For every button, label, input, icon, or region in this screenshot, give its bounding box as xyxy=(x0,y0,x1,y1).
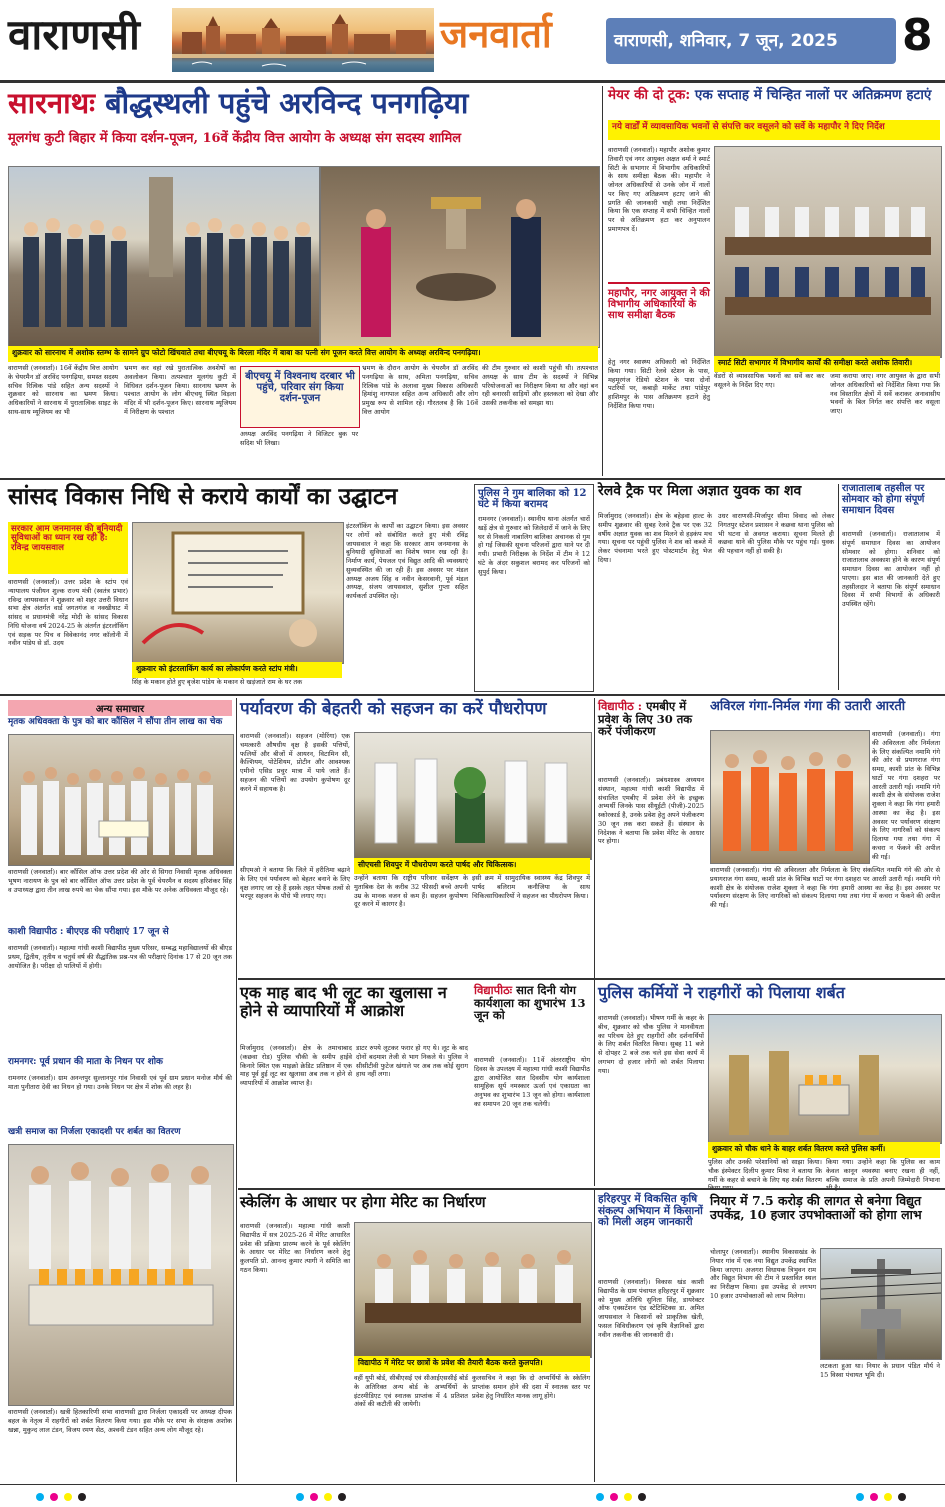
hariharpur-headline: हरिहरपुर में विकसित कृषि संकल्प अभियान में किसानों को मिली अहम जानकारी xyxy=(598,1193,703,1229)
mayor-body-col3: वेंडरों से व्यावसायिक भवनों का सर्वे कर कर वसूलने के निर्देश दिए गए। xyxy=(714,372,824,389)
skiling-body-col1: वाराणसी (जनवार्ता)। महात्मा गांधी काशी विद्यापीठ में सत्र 2025-26 में मेरिट आधारित प्रवेश की प्रक्रिया प्रारम्भ करने के पूर्व स्केलिंग के आधार पर मेरिट का निर्धारण करने हेतु कुलपति प्रो. आनन्द कुमार त्यागी ने समिति का गठन किया। xyxy=(240,1222,350,1274)
section-rule-3 xyxy=(238,978,945,980)
plantation-photo xyxy=(355,733,591,859)
inauguration-plaque-photo xyxy=(133,523,343,663)
mba-headline xyxy=(598,700,704,772)
mayor-subhead-bar xyxy=(608,120,940,140)
masthead-ghat-image xyxy=(172,8,434,72)
anya-s4-photo xyxy=(8,1144,234,1406)
anya-label-bar xyxy=(8,700,232,716)
anya-s1-headline: मृतक अधिवक्ता के पुत्र को बार कौंसिल ने सौंपा तीन लाख का चेक xyxy=(8,717,223,727)
rajatalab-headline: राजातालाब तहसील पर सोमवार को होगा संपूर्ण समाधान दिवस xyxy=(842,483,925,516)
cheque-handover-photo xyxy=(9,735,233,865)
sansad-inset-text: सरकार आम जनमानस की बुनियादी सुविधाओं का ध्यान रख रही है: रविन्द्र जायसवाल xyxy=(11,524,123,553)
meeting-photo xyxy=(355,1223,591,1357)
police-sharbat-photo xyxy=(709,1015,941,1143)
railway-body-col2: उधर वाराणसी-मिर्जापुर सीमा विवाद को लेकर निगतपुर स्टेशन प्रशासन ने कछवा थाना पुलिस को भी घटना से अवगत कराया। सूचना मिलते ही कछवा थाने की पुलिस मौके पर पहुंच गई। युवक की पहचान नहीं हो सकी है। xyxy=(718,512,834,556)
skiling-body-col3: कुलसचिव ने कहा कि दो अभ्यर्थियों के स्केलिंग प्राप्तांक समान होने की दशा में स्नातक स्तर पर प्रवेश हेतु निर्धारित मानक लागू होंगे। xyxy=(472,1374,590,1400)
railway-headline: रेलवे ट्रैक पर मिला अज्ञात युवक का शव xyxy=(598,483,802,499)
skiling-body-col2: वहीं यूपी बोर्ड, सीबीएसई एवं सीआईएससीई बोर्ड के अतिरिक्त अन्य बोर्ड के अभ्यर्थियों के इंटरमीडिएट एवं स्नातक प्राप्तांक में 4 प्रतिशत अंकों की कटौती की जायेगी। xyxy=(354,1374,468,1409)
anya-s4-headline: खत्री समाज का निर्जला एकादशी पर शर्बत का वितरण xyxy=(8,1127,181,1137)
ghat-silhouette-icon xyxy=(172,8,434,72)
lead-inset-body: अध्यक्ष अरविंद पनगढ़िया ने विजिटर बुक पर सदिश भी लिखा। xyxy=(240,430,358,447)
sansad-photo xyxy=(132,522,344,664)
sharbat-body-col2: पुलिस और उनकी परेशानियों को साझा किया। चौक इंस्पेक्टर दिलीप कुमार मिश्रा ने बताया कि गर्मी के कहर से बचाने के लिए यह शर्बत वितरण xyxy=(708,1158,822,1184)
niyar-caption: लटकता हुआ था। नियार के प्रधान पंडित मौर्य ने 15 विस्वा पंचायत भूमि दी। xyxy=(820,1362,940,1379)
vertical-rule-rajatalab xyxy=(838,484,839,690)
sansad-body-col1: वाराणसी (जनवार्ता)। उत्तर प्रदेश के स्टांप एवं न्यायालय पंजीयन शुल्क राज्य मंत्री (स्वतंत्र प्रभार) रविन्द्र जायसवाल ने शुक्रवार को शहर उत्तरी विधान सभा क्षेत्र अंतर्गत वार्ड जगतगंज व नक्खीघाट में सांसद व प्रधानमंत्री नरेंद्र मोदी के सांसद विकास निधि योजना वर्ष 2024-25 के अंतर्गत इंटरलॉकिंग एवं सड़क पर पिच व विवेकानंद नगर कॉलोनी में नवीन पांडेय से डॉ. उदय xyxy=(8,578,128,648)
lead-body-col1: वाराणसी (जनवार्ता)। 16वें केंद्रीय वित्त आयोग के चेयरमैन डॉ अरविंद पनगढ़िया, समस्त सदस्य सचिव रित्विक पांडे सहित अन्य सदस्यों ने शुक्रवार को सारनाथ का भ्रमण किया। अधिकारियों ने सारनाथ में पुरातात्विक साइट के साथ-साथ म्यूजियम का भी xyxy=(8,364,118,416)
mayor-inset xyxy=(608,282,710,354)
dateline: वाराणसी, शनिवार, 7 जून, 2025 xyxy=(614,31,838,51)
paryavaran-caption: सीएचसी शिवपुर में पौधरोपण करते पार्षद और चिकित्सक। xyxy=(354,858,590,874)
lead-title: बौद्धस्थली पहुंचे अरविन्द पनगढ़िया xyxy=(105,86,469,120)
lead-photo-temple xyxy=(320,166,600,348)
niyar-headline: नियार में 7.5 करोड़ की लागत से बनेगा विद्युत उपकेंद्र, 10 हजार उपभोक्ताओं को होगा लाभ xyxy=(710,1193,922,1222)
yoga-headline xyxy=(474,984,590,1054)
mayor-body-col1: वाराणसी (जनवार्ता)। महापौर अशोक कुमार तिवारी एवं नगर आयुक्त अक्षत वर्मा ने स्मार्ट सिटी के सभागार में विभागीय अधिकारियों के साथ समीक्षा बैठक की। महापौर ने जोनल अधिकारियों से उनके जोन में नालों पर किए गए अतिक्रमण हटाए जाने की प्रगति की जानकारी चाही तथा निर्देशित किया कि एक सप्ताह में सभी चिन्हित नालों पर से अतिक्रमण हटा कर अनुपालन प्रमाणपत्र दें। xyxy=(608,146,710,233)
vertical-rule-hariharpur xyxy=(594,1190,595,1482)
aviral-photo xyxy=(710,730,870,864)
ganga-aarti-photo xyxy=(711,731,869,863)
yoga-body: वाराणसी (जनवार्ता)। 11वें अंतरराष्ट्रीय योग दिवस के उपलक्ष्य में महात्मा गांधी काशी विद्यापीठ द्वारा आयोजित सात दिवसीय योग कार्यशाला सामूहिक सूर्य नमस्कार ऊर्जा एवं एकाग्रता का अनुभव का शुभारंभ 13 जून को होगा। कार्यशाला का समापन 20 जून तक चलेगी। xyxy=(474,1056,590,1108)
lead-subhead: मूलगंध कुटी बिहार में किया दर्शन-पूजन, 16वें केंद्रीय वित्त आयोग के अध्यक्ष संग सदस्य शामिल xyxy=(8,131,462,146)
sansad-inset xyxy=(8,522,128,574)
sharbat-photo xyxy=(708,1014,942,1144)
skiling-caption: विद्यापीठ में मेरिट पर छात्रों के प्रवेश की तैयारी बैठक करते कुलपति। xyxy=(354,1356,590,1372)
mayor-subhead: नये वार्डों में व्यावसायिक भवनों से संपत्ति कर वसूलने को सर्वे के महापौर ने दिए निर्देश xyxy=(612,122,885,132)
paryavaran-body-col1: वाराणसी (जनवार्ता)। सहजन (मोरिंगा) एक चमत्कारी औषधीय वृक्ष है इसकी पत्तियों, फलियों और बीजों में आयरन, विटामिन सी, कैल्शियम, पोटेशियम, प्रोटीन और आवश्यक एमीनो एसिड प्रचुर मात्रा में पाये जाते हैं। सहजन की पत्तियों का उपयोग कुपोषण दूर करने में सहायक है। xyxy=(240,732,350,793)
sansad-headline: सांसद विकास निधि से कराये कार्यों का उद्घाटन xyxy=(8,483,398,510)
meeting-hall-photo xyxy=(715,147,941,357)
police-girl-box xyxy=(474,484,594,692)
lead-headline xyxy=(8,88,598,128)
lead-caption: शुक्रवार को सारनाथ में अशोक स्तम्भ के सामने ग्रुप फोटो खिंचवाते तथा बीएचयू के बिरला मंदिर में बाबा का पत्नी संग पूजन करते वित्त आयोग के अध्यक्ष अरविन्द पनगढ़िया। xyxy=(8,346,598,362)
vertical-rule-sharbat xyxy=(594,980,595,1186)
anya-s2-headline: काशी विद्यापीठ : बीएएड की परीक्षाएं 17 जून से xyxy=(8,927,169,937)
sansad-caption: शुक्रवार को इंटरलाकिंग कार्य का लोकार्पण करते स्टांप मंत्री। xyxy=(132,662,342,678)
lead-body-col2: भ्रमण कर वहां रखे पुरातात्विक अवशेषों का अवलोकन किया। तत्पश्चात मूलगंध कुटी में विधिवत दर्शन-पूजन किया। सारनाथ भ्रमण के पश्चात आयोग के लोग बीएचयू स्थित विड़ला मंदिर में भी दर्शन-पूजन किए। सारनाथ म्यूजियम में निरीक्षण के पश्चात xyxy=(124,364,236,416)
sharbat-body-col1: वाराणसी (जनवार्ता)। भीषण गर्मी के कहर के बीच, शुक्रवार को चौक पुलिस ने मानवीयता का परिचय देते हुए राहगीरों और दर्शनार्थियों के लिए शर्बत वितरित किया। सुबह 11 बजे से दोपहर 2 बजे तक चले इस सेवा कार्य में लगभग दो हजार लोगों को शर्बत पिलाया गया। xyxy=(598,1014,704,1075)
vertical-rule-top xyxy=(602,86,603,476)
aviral-body: वाराणसी (जनवार्ता)। गंगा की अविरलता और निर्मलता के लिए संकल्पित नमामि गंगे की ओर से प्रयागराज गंगा समग्र, काशी प्रांत के विभिन्न घाटों पर गंगा दशहरा पर आरती उतारी गई। नमामि गंगे काशी क्षेत्र के संयोजक राजेश शुक्ला ने कहा कि गंगा हमारी आस्था का केंद्र है। इस अवसर पर पर्यावरण संरक्षण के लिए नागरिकों को संकल्प दिलाया गया तथा गंगा में कचरा न फेंकने की अपील की गई। xyxy=(710,866,940,910)
mayor-headline-red: मेयर की दो टूक: xyxy=(608,87,691,103)
lead-body-col4: की टीम गुरुवार को काशी पहुंची थी। तत्पश्चात अध्यक्ष के साथ टीम के सदस्यों ने विभिन्न परियोजनाओं का निरीक्षण किया था और वहां बन रही बनारसी साड़ियों और हस्तकला को देखा और उसकी तकनीक को समझा था। xyxy=(482,364,598,408)
mayor-body-col2: हेतु नगर स्वास्थ्य अधिकारी को निर्देशित किया गया। सिटी रेलवे स्टेशन के पास, महमूरगंज रेडियो स्टेशन के पास दोनों पटरियों पर, कबाड़ी मार्केट तथा पांडेपुर हाशिमपुर के पास अतिक्रमण हटाने हेतु निर्देशित किया गया। xyxy=(608,358,710,410)
lead-body-col3: भ्रमण के दौरान आयोग के चेयरमैन डॉ अरविंद पनगढ़िया के साथ, अमिता पनगढ़िया, सचिव रित्विक पांडे के अलावा मुख्य विकास अधिकारी हिमांशु नागपाल सहित अन्य अधिकारी और लोग प्रमुख रूप से शामिल रहे। गौरतलब है कि 16वें वित्त आयोग xyxy=(362,364,478,416)
mba-body: वाराणसी (जनवार्ता)। प्रबंधशास्त्र अध्ययन संस्थान, महात्मा गांधी काशी विद्यापीठ में संचालित एमबीए में प्रवेश लेने के इच्छुक अभ्यर्थी जिनके पास सीयूईटी (पीजी)-2025 स्कोरकार्ड है, उनके प्रवेश हेतु अपने पंजीकरण 30 जून तक करा सकते हैं। संस्थान के निदेशक ने बताया कि प्रवेश मेरिट के आधार पर होगा। xyxy=(598,776,704,846)
mayor-headline xyxy=(608,88,940,118)
mba-headline-text: एमबीए में प्रवेश के लिए 30 तक करें पंजीकरण xyxy=(598,699,693,739)
masthead-left-title: वाराणसी xyxy=(8,10,140,59)
vertical-rule-anya xyxy=(236,698,237,1482)
loot-headline: एक माह बाद भी लूट का खुलासा न होने से व्यापारियों में आक्रोश xyxy=(240,983,447,1020)
aviral-body-side: वाराणसी (जनवार्ता)। गंगा की अविरलता और निर्मलता के लिए संकल्पित नमामि गंगे की ओर से प्रयागराज गंगा समग्र, काशी प्रांत के विभिन्न घाटों पर गंगा दशहरा पर आरती उतारी गई। नमामि गंगे काशी क्षेत्र के संयोजक राजेश शुक्ला ने कहा कि गंगा हमारी आस्था का केंद्र है। इस अवसर पर पर्यावरण संरक्षण के लिए नागरिकों को संकल्प दिलाया गया तथा गंगा में कचरा न फेंकने की अपील की गई। xyxy=(872,730,940,861)
page-number: 8 xyxy=(902,10,933,61)
anya-s3-headline: रामनगर: पूर्व प्रधान की माता के निधन पर शोक xyxy=(8,1057,163,1067)
anya-s1-body: वाराणसी (जनवार्ता)। बार कौंसिल ऑफ उत्तर प्रदेश की ओर से सिगरा निवासी मृतक अधिवक्ता भूषण नारायण के पुत्र को बार कौंसिल ऑफ उत्तर प्रदेश के पूर्व चेयरमैन व सदस्य हरिशंकर सिंह व उपाध्यक्ष द्वारा तीन लाख रुपये का चेक सौंपा गया। इस मौके पर अनेक अधिवक्ता मौजूद रहे। xyxy=(8,868,232,894)
masthead-brand: जनवार्ता xyxy=(440,12,552,56)
sansad-body-col2: सिंह के मकान होते हुए बृजेश पांडेय के मकान से खड़ंजाते राम के घर तक xyxy=(132,678,303,686)
yoga-headline-red: विद्यापीठः xyxy=(474,983,513,997)
lead-photo-group xyxy=(8,166,320,348)
paryavaran-body-col4: इसी क्रम में सामुदायिक स्वास्थ्य केंद्र शिवपुर में पार्षद बलिराम कनौजिया के साथ चिकित्साधिकारियों ने सहजन का पौधरोपण किया। xyxy=(472,874,590,900)
paryavaran-headline: पर्यावरण की बेहतरी को सहजन का करें पौधरोपण xyxy=(240,699,547,719)
anya-label: अन्य समाचार xyxy=(95,704,145,715)
police-girl-body: रामनगर (जनवार्ता)। स्थानीय थाना अंतर्गत चारों खड़ें क्षेत्र से गुरुवार को जिलेदारों में जाने के लिए घर से निकली नाबालिग बालिका अचानक से गुम हो गई जिसकी सूचना परिजनों द्वारा थाने पर दी गयी। प्रभारी निरीक्षक के निर्देश में टीम ने 12 घंटे के अंदर सकुशल बरामद कर परिजनों को सुपुर्द किया। xyxy=(478,515,590,576)
railway-body-col1: मिर्जामुराद (जनवार्ता)। क्षेत्र के बहेड़वा हाल्ट के समीप शुक्रवार की सुबह रेलवे ट्रैक पर एक 32 वर्षीय अज्ञात युवक का शव मिलने से हड़कंप मच गया। सूचना पर पहुंची पुलिस ने शव को कब्जे में लेकर पंचनामा भरते हुए पोस्टमार्टम हेतु भेज दिया। xyxy=(598,512,712,564)
paryavaran-body-col3: उन्होंने बताया कि राष्ट्रीय परिवार सर्वेक्षण के मुताबिक देश के करीब 32 फीसदी बच्चे अपनी उम्र के मानक वजन से कम हैं। सहजन कुपोषण दूर करने में कारगर है। xyxy=(354,874,468,909)
loot-body-col1: मिर्जामुराद (जनवार्ता)। क्षेत्र के तमाचाबाद (कछवा रोड) पुलिस चौकी के समीप हाईवे किनारे स्थित एक माइक्रो क्रेडिट प्रतिष्ठान में एक माह पूर्व हुई लूट का खुलासा अब तक न होने से व्यापारियों में आक्रोश व्याप्त है। xyxy=(240,1044,352,1088)
sharbat-distribution-photo xyxy=(9,1145,233,1405)
skiling-photo xyxy=(354,1222,592,1358)
loot-body-col2: डाटर रुपये लूटकर फरार हो गए थे। लूट के बाद दोनों बदमाश तेजी से भाग निकले थे। पुलिस ने सीसीटीवी फुटेज खंगाले पर अब तक कोई सुराग हाथ नहीं लगा। xyxy=(356,1044,468,1079)
mayor-caption: स्मार्ट सिटी सभागार में विभागीय कार्यों की समीक्षा करते अशोक तिवारी। xyxy=(714,356,940,372)
anya-s1-photo xyxy=(8,734,234,866)
sharbat-body-col3: किया गया। उन्होंने कहा कि पुलिस का काम केवल कानून व्यवस्था बनाए रखना ही नहीं, बल्कि समाज के प्रति अपनी जिम्मेदारी निभाना xyxy=(826,1158,940,1184)
aviral-headline: अविरल गंगा-निर्मल गंगा की उतारी आरती xyxy=(710,699,906,714)
paryavaran-photo xyxy=(354,732,592,860)
vertical-rule-mid xyxy=(594,698,595,978)
lead-inset-box xyxy=(240,366,360,428)
sharbat-caption: शुक्रवार को चौक थाने के बाहर शर्बत वितरण करते पुलिस कर्मी। xyxy=(708,1142,940,1158)
mayor-inset-headline: महापौर, नगर आयुक्त ने की विभागीय अधिकारियों के साथ समीक्षा बैठक xyxy=(608,288,710,321)
niyar-photo xyxy=(820,1248,942,1360)
mayor-headline-text: एक सप्ताह में चिन्हित नालों पर अतिक्रमण हटाएं xyxy=(694,87,932,103)
footer-rule xyxy=(0,1484,945,1485)
anya-s3-body: रामनगर (जनवार्ता)। ग्राम अनन्तपुर सुल्तानपुर गांव निवासी एवं पूर्व ग्राम प्रधान मनोज मौर्य की माता पुनीतारा देवी का निधन हो गया। उनके निधन पर क्षेत्र में शोक की लहर है। xyxy=(8,1074,232,1091)
section-rule-1 xyxy=(0,478,945,480)
paryavaran-body-col2: सीएमओ ने बताया कि जिले में हरीतिमा बढ़ाने के लिए एवं पर्यावरण को बेहतर बनाने के लिए वृक्ष लगाए जा रहे हैं इसके तहत पोषक तत्वों से भरपूर सहजन के पौधे भी लगाए गए। xyxy=(240,866,350,901)
electric-pole-photo xyxy=(821,1249,941,1359)
skiling-headline: स्केलिंग के आधार पर होगा मेरिट का निर्धारण xyxy=(240,1193,486,1211)
color-registration-marks-icon xyxy=(0,1491,945,1503)
temple-pooja-photo xyxy=(321,167,599,347)
mba-headline-red: विद्यापीठ : xyxy=(598,699,643,713)
mayor-photo xyxy=(714,146,942,358)
police-girl-headline: पुलिस ने गुम बालिका को 12 घंटे में किया बरामद xyxy=(478,488,587,510)
yoga-headline-text: सात दिनी योग कार्यशाला का शुभारंभ 13 जून को xyxy=(474,983,586,1023)
section-rule-2 xyxy=(0,694,945,696)
dateline-box xyxy=(606,18,896,64)
anya-s4-body: वाराणसी (जनवार्ता)। खत्री हितकारिणी सभा वाराणसी द्वारा निर्जला एकादशी पर अध्यक्ष दीपक बहल के नेतृत्व में राहगीरों को शर्बत वितरण किया गया। इस मौके पर सभा के संरक्षक अशोक खन्ना, मुकुन्द लाल टंडन, विजय रमण सेठ, अश्वनी टंडन सहित अन्य लोग मौजूद रहे। xyxy=(8,1408,232,1434)
group-photo-people xyxy=(9,167,319,347)
rajatalab-body: वाराणसी (जनवार्ता)। राजातालाब में संपूर्ण समाधान दिवस का आयोजन सोमवार को होगा। शनिवार को राजातालाब अवकाश होने के कारण संपूर्ण समाधान दिवस का आयोजन नहीं हो पाएगा। इस बात की जानकारी देते हुए तहसीलदार ने बताया कि संपूर्ण समाधान दिवस में सभी विभागों के अधिकारी उपस्थित रहेंगे। xyxy=(842,530,940,609)
masthead-rule xyxy=(0,80,945,83)
footer-strip xyxy=(0,1488,945,1500)
hariharpur-body: वाराणसी (जनवार्ता)। विकास खंड काशी विद्यापीठ के ग्राम पंचायत हरिहरपुर में शुक्रवार को मुख्य अतिथि सुनिता सिंह, डायरेक्टर ऑफ एक्सटेंशन एंड स्टेटिस्टिक्स डा. अमित जायसवाल ने किसानों को प्राकृतिक खेती, फसल विविधीकरण एवं कृषि वैज्ञानिकों द्वारा नवीन तकनीक की जानकारी दी। xyxy=(598,1278,704,1339)
section-rule-4 xyxy=(238,1188,945,1190)
mayor-body-col4: जमा कराया जाए। नगर आयुक्त के द्वारा सभी जोनल अधिकारियों को निर्देशित किया गया कि नव विस्तारित क्षेत्रों में सर्वे कराकर अनावासीय भवनों के बिल निर्गत कर संपत्ति कर वसूला जाए। xyxy=(830,372,940,416)
lead-kicker: सारनाथः xyxy=(8,86,95,120)
sharbat-headline: पुलिस कर्मियों ने राहगीरों को पिलाया शर्बत xyxy=(598,983,845,1002)
lead-inset-headline: बीएचयू में विश्वनाथ दरबार भी पहुंचे, परिवार संग किया दर्शन-पूजन xyxy=(245,371,355,404)
anya-s2-body: वाराणसी (जनवार्ता)। महात्मा गांधी काशी विद्यापीठ मुख्य परिसर, सम्बद्ध महाविद्यालयों की बीएड प्रथम, द्वितीय, तृतीय व चतुर्थ वर्ष की सैद्धांतिक प्रश्न-पत्र की परीक्षाएं दिनांक 17 से 20 जून तक आयोजित है। परीक्षा दो पालियों में होगी। xyxy=(8,944,232,970)
niyar-body: चोलापुर (जनवार्ता)। स्थानीय विकासखंड के नियार गांव में एक नया विद्युत उपकेंद्र स्थापित किया जाएगा। अजगरा विधायक त्रिभुवन राम और विद्युत विभाग की टीम ने प्रस्तावित स्थल का निरीक्षण किया। इस उपकेंद्र से लगभग 10 हजार उपभोक्ताओं को लाभ मिलेगा। xyxy=(710,1248,816,1300)
masthead xyxy=(0,0,945,80)
sansad-body-col3: इंटरलॉकिंग के कार्यों का उद्घाटन किया। इस अवसर पर लोगों को संबोधित करते हुए मंत्री रविंद्र जायसवाल ने कहा कि सरकार आम जनमानस के बुनियादी सुविधाओं का विशेष ध्यान रख रही है। निर्माण कार्य, पेयजल एवं विद्युत आदि की व्यवस्थाएं सुव्यवस्थित की जा रही हैं। इस अवसर पर मंडल अध्यक्ष अजय सिंह व नवीन केसरवानी, पूर्व मंडल अध्यक्ष, संजय जायसवाल, सुशील गुप्ता सहित कार्यकर्ता उपस्थित रहे। xyxy=(346,522,468,601)
